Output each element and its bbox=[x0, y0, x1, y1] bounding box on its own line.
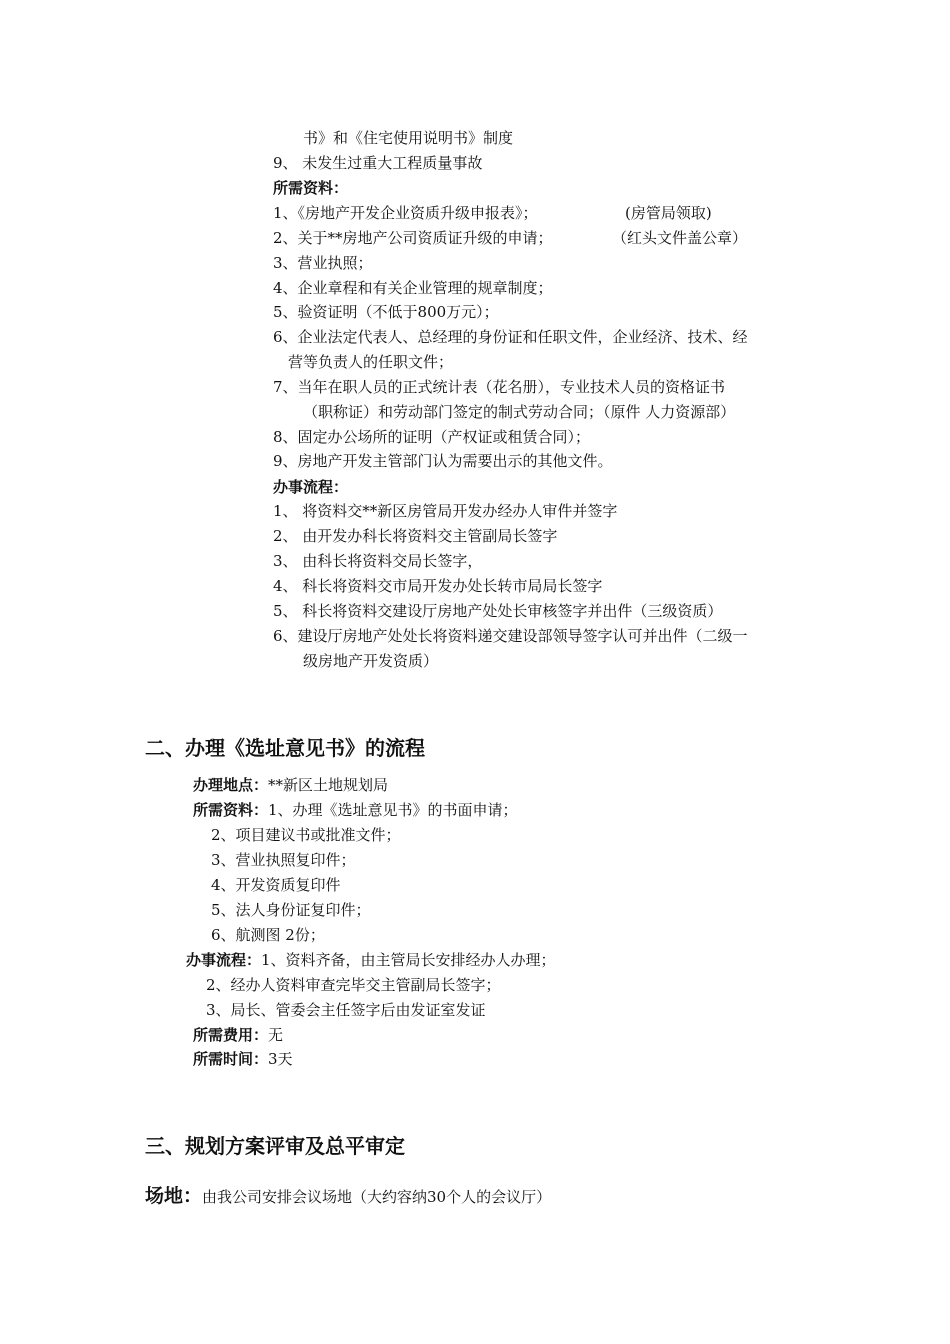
time-value: 3天 bbox=[268, 1050, 293, 1068]
material-item: 1、《房地产开发企业资质升级申报表》； bbox=[273, 204, 538, 222]
process-heading: 办事流程： bbox=[273, 478, 349, 496]
material-item: 4、企业章程和有关企业管理的规章制度； bbox=[273, 279, 553, 297]
process-line bbox=[186, 950, 556, 970]
material-item: 9、房地产开发主管部门认为需要出示的其他文件。 bbox=[273, 452, 613, 470]
venue-value: 由我公司安排会议场地（大约容纳30个人的会议厅） bbox=[202, 1188, 552, 1206]
material-item: 2、项目建议书或批准文件； bbox=[211, 826, 401, 844]
time-line bbox=[193, 1049, 293, 1069]
material-note: （红头文件盖公章） bbox=[612, 229, 748, 247]
process-label: 办事流程： bbox=[186, 951, 262, 969]
process-item: 6、建设厅房地产处处长将资料递交建设部领导签字认可并出件（二级一 bbox=[273, 627, 748, 645]
process-item: 3、局长、管委会主任签字后由发证室发证 bbox=[206, 1001, 486, 1019]
material-item: 8、固定办公场所的证明（产权证或租赁合同）； bbox=[273, 428, 591, 446]
material-item: 1、办理《选址意见书》的书面申请； bbox=[268, 801, 518, 819]
process-item: 2、经办人资料审查完毕交主管副局长签字； bbox=[206, 976, 501, 994]
venue-label: 场地： bbox=[145, 1185, 203, 1207]
material-item: 3、营业执照； bbox=[273, 254, 373, 272]
process-item: 5、 科长将资料交建设厅房地产处处长审核签字并出件（三级资质） bbox=[273, 602, 723, 620]
material-item: 5、验资证明（不低于800万元）； bbox=[273, 303, 499, 321]
materials-label: 所需资料： bbox=[193, 801, 269, 819]
location-label: 办理地点： bbox=[193, 776, 269, 794]
process-item: 2、 由开发办科长将资料交主管副局长签字 bbox=[273, 527, 558, 545]
fee-label: 所需费用： bbox=[193, 1026, 269, 1044]
material-item: 3、营业执照复印件； bbox=[211, 851, 356, 869]
material-item: 4、开发资质复印件 bbox=[211, 876, 341, 894]
material-item-continuation: （职称证）和劳动部门签定的制式劳动合同；（原件 人力资源部） bbox=[303, 403, 736, 421]
material-item: 6、航测图 2份； bbox=[211, 926, 325, 944]
materials-heading: 所需资料： bbox=[273, 179, 349, 197]
material-item-continuation: 营等负责人的任职文件； bbox=[288, 353, 454, 371]
section-title: 三、规划方案评审及总平审定 bbox=[145, 1134, 405, 1158]
fee-line bbox=[193, 1025, 283, 1045]
material-note: (房管局领取) bbox=[625, 204, 712, 222]
material-item: 6、企业法定代表人、总经理的身份证和任职文件，企业经济、技术、经 bbox=[273, 328, 748, 346]
process-item-continuation: 级房地产开发资质） bbox=[303, 652, 439, 670]
location-line bbox=[193, 775, 388, 795]
process-item: 1、 将资料交**新区房管局开发办经办人审件并签字 bbox=[273, 502, 618, 520]
material-item: 7、当年在职人员的正式统计表（花名册），专业技术人员的资格证书 bbox=[273, 378, 726, 396]
fee-value: 无 bbox=[268, 1026, 284, 1044]
process-item: 3、 由科长将资料交局长签字， bbox=[273, 552, 483, 570]
list-continuation: 书》和《住宅使用说明书》制度 bbox=[303, 129, 514, 147]
process-item: 1、资料齐备，由主管局长安排经办人办理； bbox=[261, 951, 556, 969]
time-label: 所需时间： bbox=[193, 1050, 269, 1068]
list-item: 9、 未发生过重大工程质量事故 bbox=[273, 154, 483, 172]
materials-line bbox=[193, 800, 518, 820]
section-title: 二、办理《选址意见书》的流程 bbox=[145, 736, 425, 760]
material-item: 2、关于**房地产公司资质证升级的申请； bbox=[273, 229, 553, 247]
material-item: 5、法人身份证复印件； bbox=[211, 901, 371, 919]
location-value: **新区土地规划局 bbox=[268, 776, 389, 794]
venue-line bbox=[145, 1186, 551, 1207]
process-item: 4、 科长将资料交市局开发办处长转市局局长签字 bbox=[273, 577, 603, 595]
